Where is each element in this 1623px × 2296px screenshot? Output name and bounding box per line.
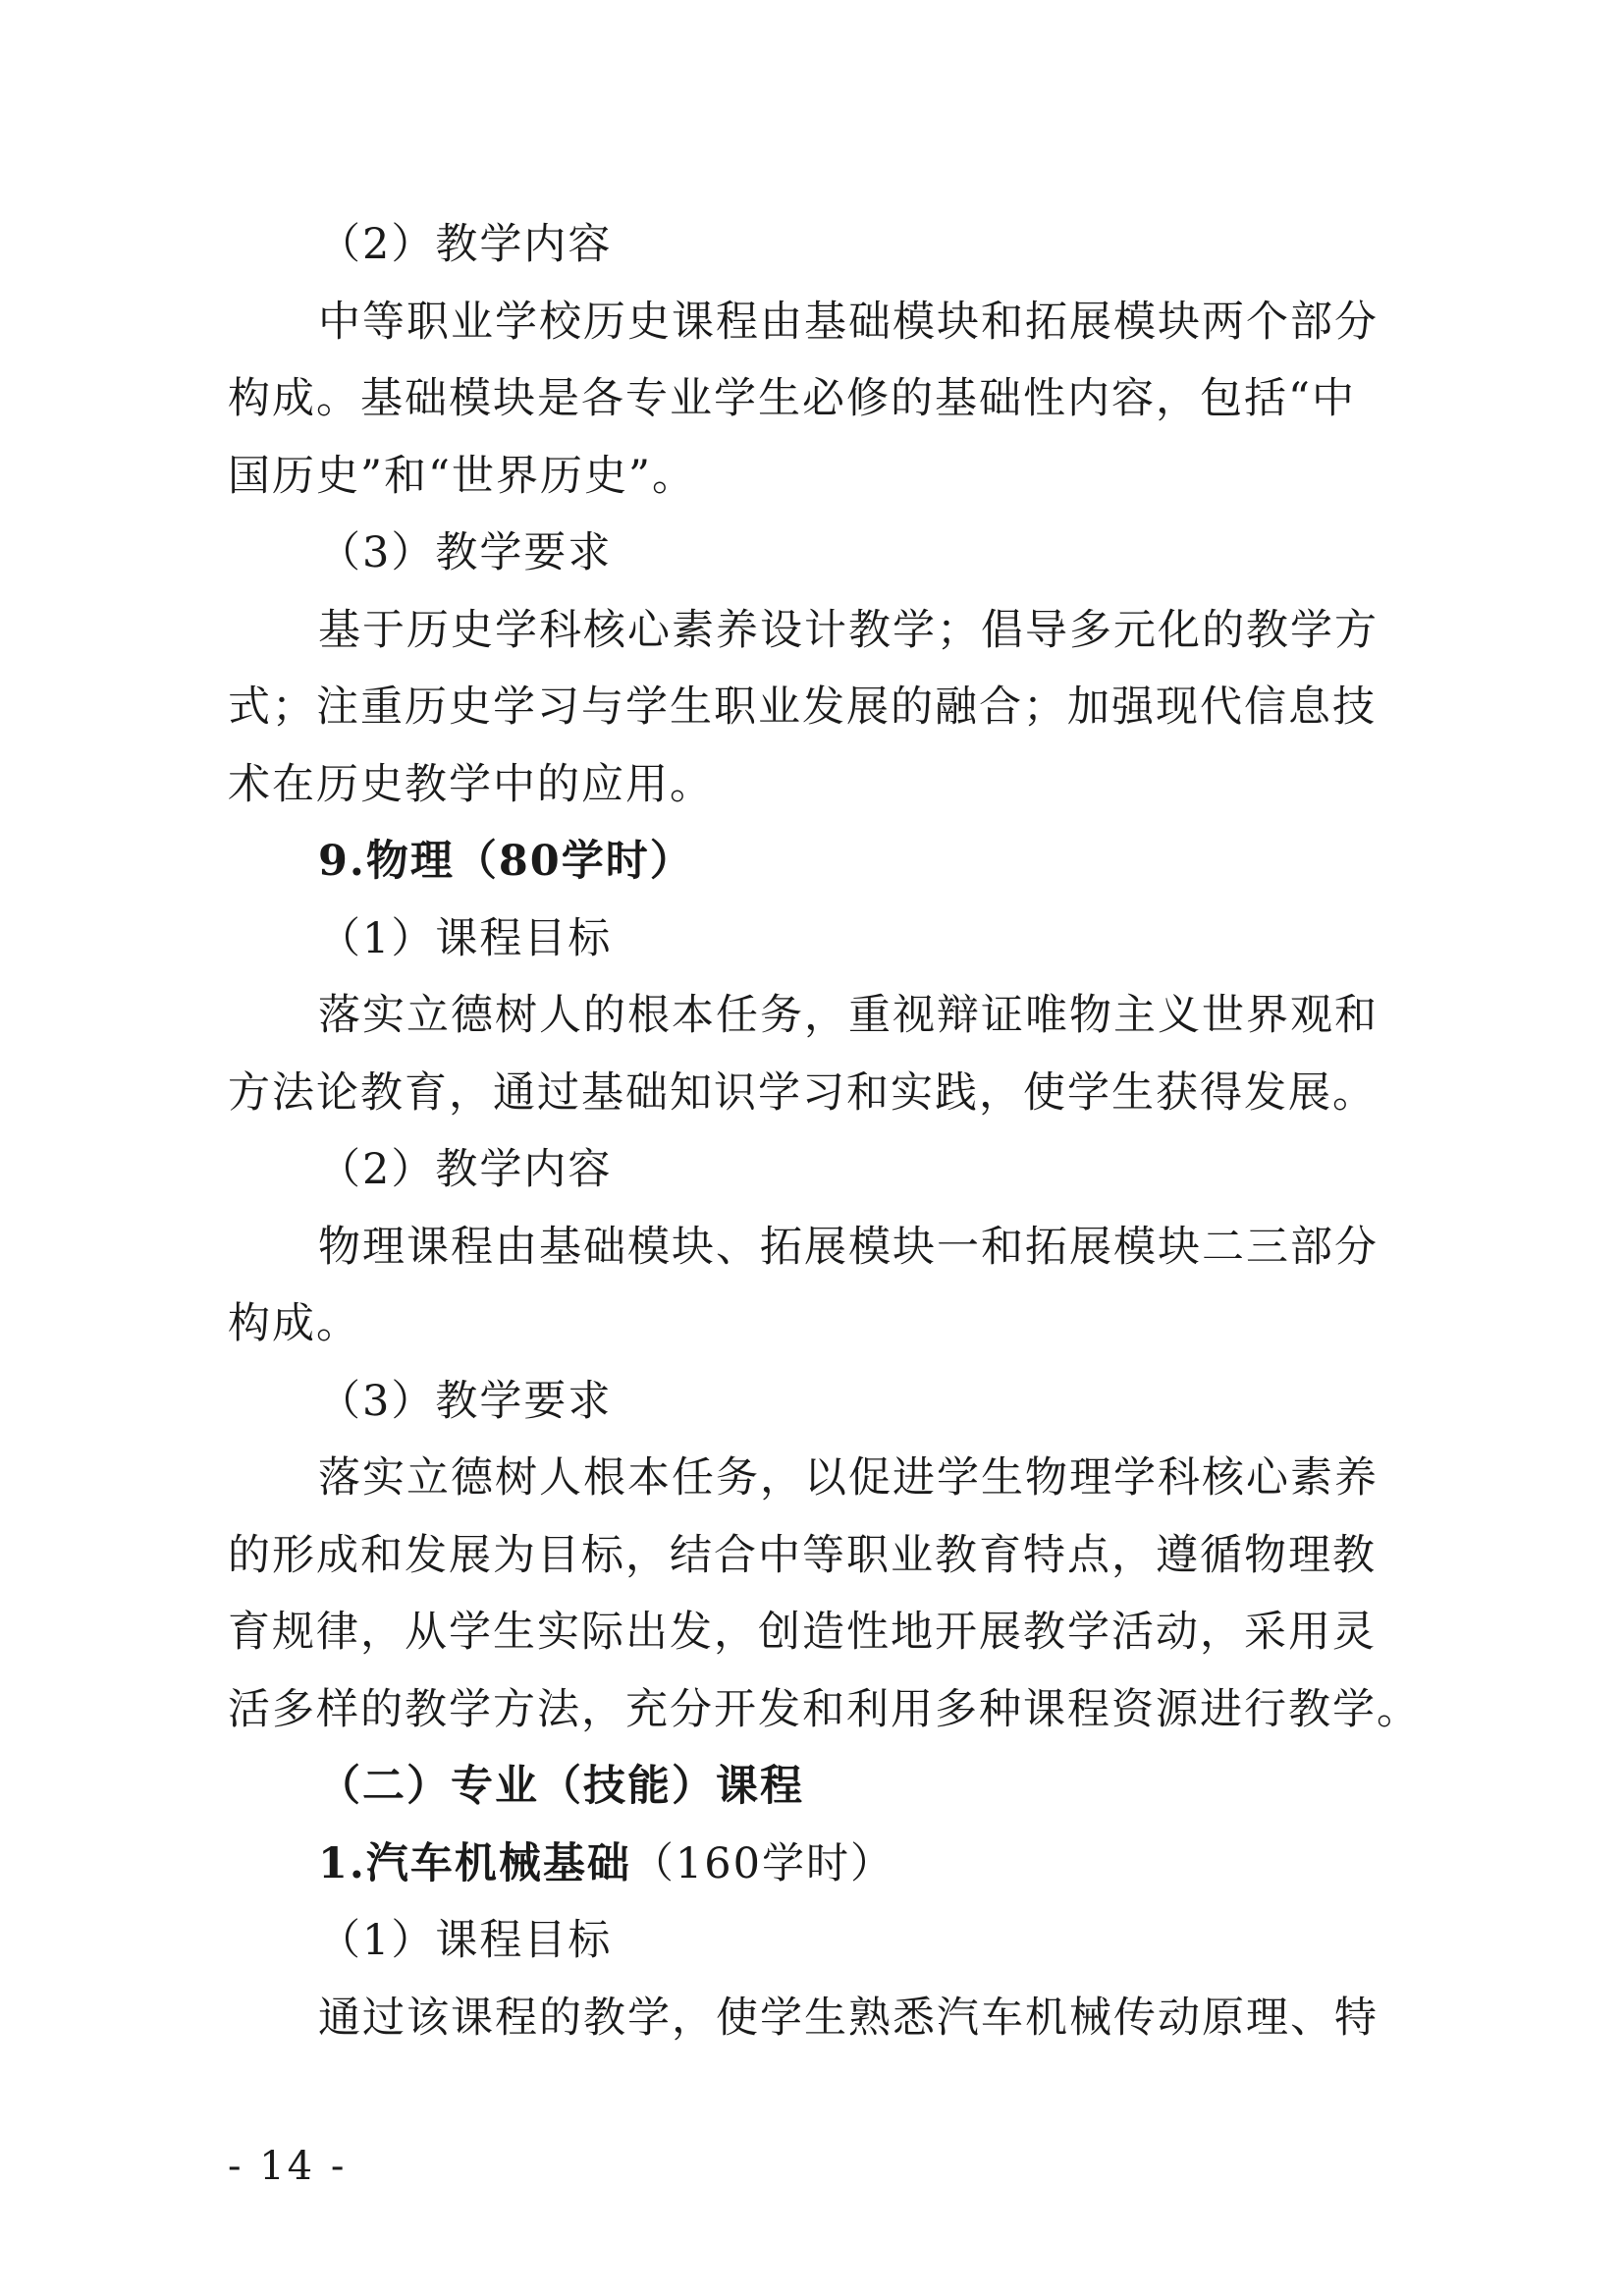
paragraph-line: 国历史”和“世界历史”。 [228, 451, 696, 501]
paragraph-line: 方法论教育，通过基础知识学习和实践，使学生获得发展。 [228, 1067, 1377, 1118]
auto-mechanics-hours: （160学时） [630, 1838, 894, 1888]
document-body [228, 206, 1421, 2056]
paragraph-line: 落实立德树人根本任务，以促进学生物理学科核心素养 [318, 1453, 1379, 1503]
section-heading-auto-mechanics [228, 1826, 1386, 1903]
subheading-teaching-content: （2）教学内容 [318, 1145, 613, 1194]
paragraph-line: 术在历史教学中的应用。 [228, 759, 714, 809]
paragraph-line: 构成。 [228, 1299, 360, 1348]
paragraph-line: 通过该课程的教学，使学生熟悉汽车机械传动原理、特 [318, 1993, 1379, 2043]
subheading-teaching-content: （2）教学内容 [318, 220, 613, 269]
paragraph-line: 中等职业学校历史课程由基础模块和拓展模块两个部分 [318, 297, 1379, 347]
paragraph-line: 构成。基础模块是各专业学生必修的基础性内容，包括“中 [228, 374, 1356, 423]
section-heading-physics: 9.物理（80学时） [318, 837, 694, 886]
subheading-course-goals: （1）课程目标 [318, 1916, 613, 1965]
paragraph-line: 落实立德树人的根本任务，重视辩证唯物主义世界观和 [318, 991, 1379, 1040]
page-number: - 14 - [228, 2144, 348, 2189]
subheading-teaching-requirements: （3）教学要求 [318, 1376, 613, 1426]
subheading-course-goals: （1）课程目标 [318, 913, 613, 963]
paragraph-line: 式；注重历史学习与学生职业发展的融合；加强现代信息技 [228, 683, 1377, 732]
paragraph-line: 育规律，从学生实际出发，创造性地开展教学活动，采用灵 [228, 1608, 1377, 1657]
paragraph-line: 活多样的教学方法，充分开发和利用多种课程资源进行教学。 [228, 1684, 1421, 1734]
auto-mechanics-title: 1.汽车机械基础 [318, 1838, 631, 1888]
paragraph-line: 的形成和发展为目标，结合中等职业教育特点，遵循物理教 [228, 1530, 1377, 1580]
subheading-teaching-requirements: （3）教学要求 [318, 528, 613, 577]
section-heading-professional-courses: （二）专业（技能）课程 [318, 1762, 804, 1811]
paragraph-line: 物理课程由基础模块、拓展模块一和拓展模块二三部分 [318, 1222, 1379, 1272]
paragraph-line: 基于历史学科核心素养设计教学；倡导多元化的教学方 [318, 605, 1379, 655]
